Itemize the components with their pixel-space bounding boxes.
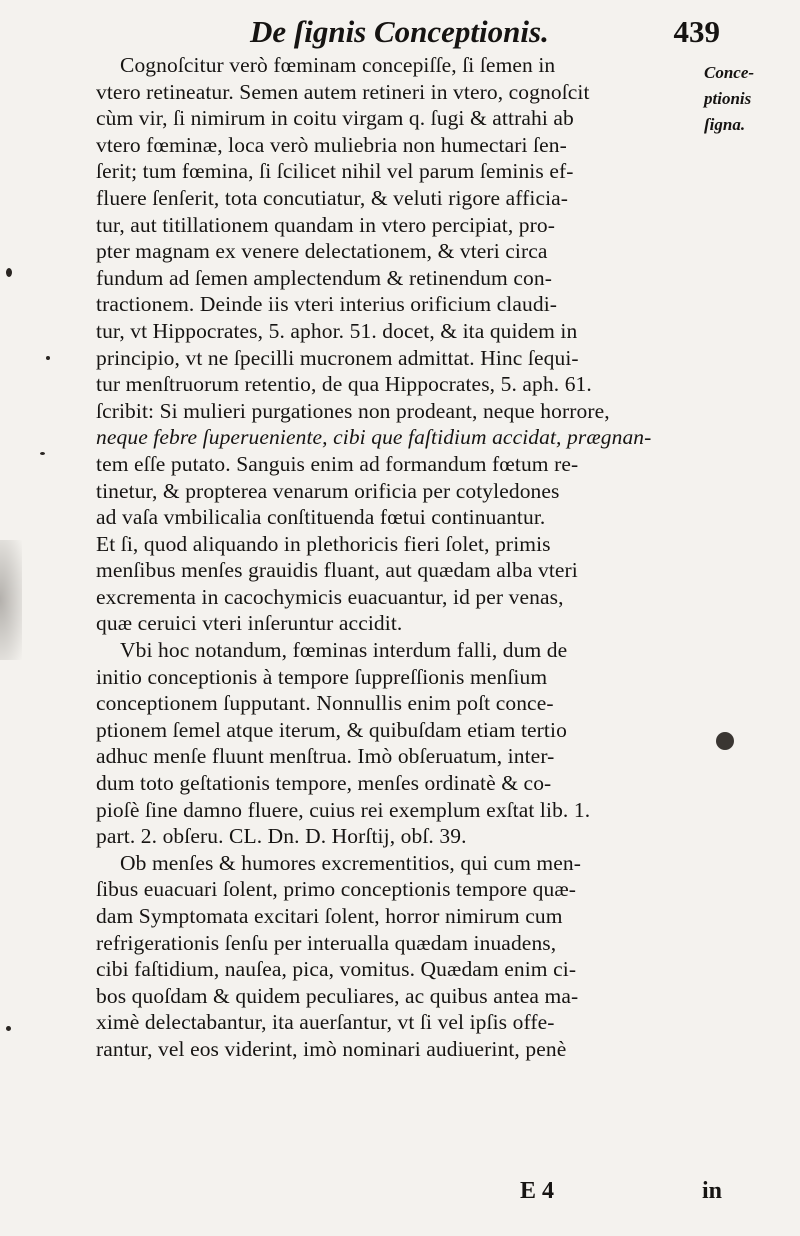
- signature-mark: E 4: [520, 1178, 555, 1204]
- running-title: De ſignis Conceptionis.: [250, 14, 549, 49]
- text-line: dam Symptomata excitari ſolent, horror nimirum cum: [96, 904, 563, 928]
- text-line: tur, aut titillationem quandam in vtero percipiat, pro-: [96, 212, 555, 237]
- page-number: 439: [673, 14, 720, 49]
- text-line: dum toto geſtationis tempore, menſes ordinatè & co-: [96, 771, 552, 796]
- side-note-line: ptionis: [704, 89, 752, 108]
- text-line: Vbi hoc notandum, fœminas interdum falli, dum de: [120, 638, 568, 663]
- ink-speck: [40, 452, 45, 455]
- side-note-line: ſigna.: [704, 115, 746, 134]
- text-line: Ob menſes & humores excrementitios, qui cum men-: [120, 850, 581, 875]
- running-header: [250, 14, 720, 54]
- text-line: adhuc menſe fluunt menſtrua. Imò obſeruatum, inter-: [96, 744, 555, 769]
- side-note-line: Conce-: [704, 63, 755, 82]
- ink-speck: [716, 732, 734, 750]
- text-line: neque febre ſuperueniente, cibi que faſtidium accidat, prægnan-: [96, 425, 652, 450]
- text-line: tractionem. Deinde iis vteri interius orificium claudi-: [96, 292, 558, 317]
- text-line: tinetur, & propterea venarum orificia per cotyledones: [96, 478, 560, 503]
- text-line: cibi faſtidium, nauſea, pica, vomitus. Quædam enim ci-: [96, 957, 577, 982]
- body-text: [96, 52, 708, 1063]
- text-line: tur, vt Hippocrates, 5. aphor. 51. docet, & ita quidem in: [96, 318, 578, 343]
- text-line: ximè delectabantur, ita auerſantur, vt ſi vel ipſis offe-: [96, 1010, 555, 1035]
- text-line: vtero retineatur. Semen autem retineri in vtero, cognoſcit: [96, 79, 590, 104]
- text-line: Et ſi, quod aliquando in plethoricis fieri ſolet, primis: [96, 531, 551, 556]
- ink-speck: [46, 356, 50, 360]
- text-line: Cognoſcitur verò fœminam concepiſſe, ſi ſemen in: [120, 53, 556, 77]
- page-footer: [0, 1178, 800, 1214]
- text-line: fundum ad ſemen amplectendum & retinendum con-: [96, 265, 552, 290]
- text-line: principio, vt ne ſpecilli mucronem admittat. Hinc ſequi-: [96, 345, 579, 370]
- text-line: refrigerationis ſenſu per interualla quædam inuadens,: [96, 930, 557, 955]
- text-line: conceptionem ſupputant. Nonnullis enim poſt conce-: [96, 691, 554, 716]
- text-line: bos quoſdam & quidem peculiares, ac quibus antea ma-: [96, 983, 579, 1008]
- text-line: quæ ceruici vteri inſeruntur accidit.: [96, 611, 403, 636]
- ink-speck: [6, 1026, 11, 1031]
- text-line: ſerit; tum fœmina, ſi ſcilicet nihil vel parum ſeminis ef-: [96, 159, 574, 184]
- text-line: fluere ſenſerit, tota concutiatur, & veluti rigore afficia-: [96, 185, 569, 210]
- text-line: pioſè ſine damno fluere, cuius rei exemplum exſtat lib. 1.: [96, 797, 591, 822]
- text-line: tem eſſe putato. Sanguis enim ad formandum fœtum re-: [96, 451, 579, 476]
- text-line: ſcribit: Si mulieri purgationes non prodeant, neque horrore,: [96, 398, 610, 423]
- text-line: menſibus menſes grauidis fluant, aut quædam alba vteri: [96, 558, 578, 583]
- text-line: tur menſtruorum retentio, de qua Hippocrates, 5. aph. 61.: [96, 372, 592, 397]
- text-line: ſibus euacuari ſolent, primo conceptionis tempore quæ-: [96, 877, 577, 902]
- text-line: cùm vir, ſi nimirum in coitu virgam q. ſugi & attrahi ab: [96, 106, 574, 131]
- text-line: excrementa in cacochymicis euacuantur, id per venas,: [96, 584, 564, 609]
- text-line: rantur, vel eos viderint, imò nominari audiuerint, penè: [96, 1036, 567, 1061]
- catchword: in: [702, 1178, 723, 1204]
- text-line: pter magnam ex venere delectationem, & vteri circa: [96, 239, 548, 264]
- text-line: ptionem ſemel atque iterum, & quibuſdam etiam tertio: [96, 717, 567, 742]
- text-line: part. 2. obſeru. CL. Dn. D. Horſtij, obſ. 39.: [96, 824, 467, 849]
- side-note: [704, 60, 800, 138]
- ink-speck: [6, 268, 12, 277]
- text-line: initio conceptionis à tempore ſuppreſſionis menſium: [96, 664, 548, 689]
- text-line: ad vaſa vmbilicalia conſtituenda fœtui continuantur.: [96, 505, 546, 530]
- text-line: vtero fœminæ, loca verò muliebria non humectari ſen-: [96, 132, 567, 157]
- page-edge-shadow: [0, 540, 22, 660]
